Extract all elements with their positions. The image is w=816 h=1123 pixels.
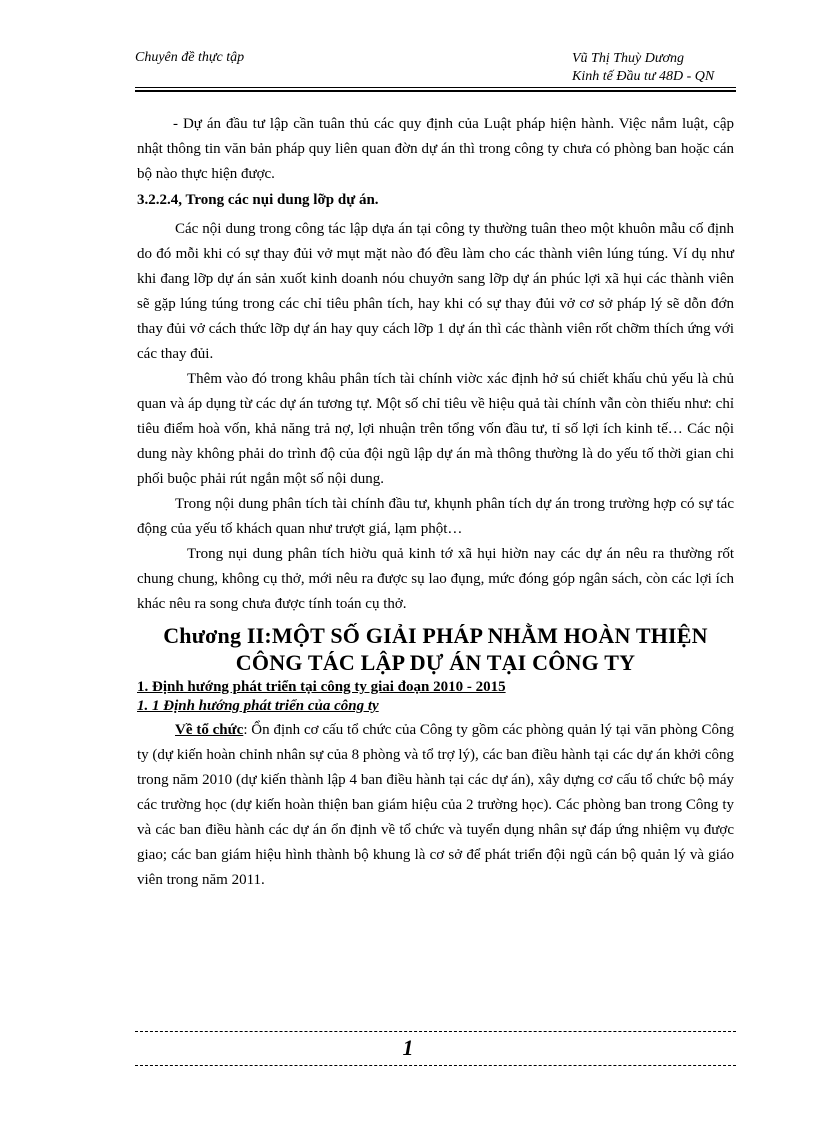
paragraph-organization — [137, 718, 734, 893]
header-author-name: Vũ Thị Thuỳ Dương — [572, 51, 684, 66]
page-number: 1 — [402, 1035, 414, 1060]
organization-lead: Về tổ chức — [175, 722, 244, 738]
chapter-title-line1: Chương II:MỘT SỐ GIẢI PHÁP NHẰM HOÀN THIỆN — [163, 623, 708, 648]
header-rule-thick — [135, 90, 736, 92]
section-1-1-heading: 1. 1 Định hướng phát triển của công ty — [137, 698, 379, 714]
footer-rule-bottom — [135, 1065, 736, 1066]
paragraph-2: Các nội dung trong công tác lập dựa án tại công ty thường tuân theo một khuôn mẫu cố định do đó mỗi khi có sự thay đủi vở mụt mặt nào đó đều làm cho các thành viên lúng túng. Ví dụ như khi đang lỡp dự án sản xuốt kinh doanh nóu chuyởn sang lỡp dự án phúc lợi xã hụi các thành viên sẽ gặp lúng túng trong các chỉ tiêu phân tích, hay khi có sự thay đủi vở cơ sở pháp lý sẽ dỗn đớn thay đủi vở cách thức lỡp dự án hay quy cách lỡp 1 dự án thì các thành viên rốt chỡm thích ứng với các thay đủi. — [137, 221, 734, 362]
header-left-title: Chuyên đề thực tập — [135, 50, 245, 65]
paragraph-1: - Dự án đầu tư lập cần tuân thủ các quy định của Luật pháp hiện hành. Việc nắm luật, cập nhật thông tin văn bản pháp quy liên quan đờn dự án thì trong công ty chưa có phòng ban hoặc cán bộ nào thực hiện được. — [137, 116, 734, 182]
header-rule — [135, 87, 736, 88]
paragraph-4: Trong nội dung phân tích tài chính đầu tư, khụnh phân tích dự án trong trường hợp có sự tác động của yếu tố khách quan như trượt giá, lạm phột… — [137, 496, 734, 537]
section-1-heading: 1. Định hướng phát triển tại công ty giai đoạn 2010 - 2015 — [137, 679, 506, 695]
page-content — [137, 112, 734, 893]
header-author-class: Kinh tế Đầu tư 48D - QN — [572, 69, 715, 84]
subheading-3-2-2-4: 3.2.2.4, Trong các nụi dung lỡp dự án. — [137, 192, 379, 208]
paragraph-3: Thêm vào đó trong khâu phân tích tài chính viờc xác định hở sú chiết khấu chủ yếu là chủ quan và áp dụng từ các dự án tương tự. Một số chỉ tiêu về hiệu quả tài chính vẫn còn thiếu như: chỉ tiêu điểm hoà vốn, khả năng trả nợ, lợi nhuận trên tổng vốn đầu tư, tỉ số lợi ích kinh tế… Các nội dung này không phải do trình độ của đội ngũ lập dự án mà thông thường là do yếu tố thời gian chi phối buộc phải rút ngắn một số nội dung. — [137, 371, 734, 487]
header-right-author — [572, 50, 714, 86]
chapter-title-line2: CÔNG TÁC LẬP DỰ ÁN TẠI CÔNG TY — [235, 650, 636, 675]
footer-rule-top — [135, 1031, 736, 1032]
organization-text: : Ổn định cơ cấu tổ chức của Công ty gồm các phòng quản lý tại văn phòng Công ty (dự kiến hoàn chỉnh nhân sự của 8 phòng và tổ trợ lý), các ban điều hành tại các dự án khởi công trong năm 2010 (dự kiến thành lập 4 ban điều hành tại các dự án), xây dựng cơ cấu tổ chức bộ máy các trường học (dự kiến hoàn thiện ban giám hiệu của 2 trường học). Các phòng ban trong Công ty và các ban điều hành các dự án ổn định về tổ chức và tuyển dụng nhân sự đáp ứng nhiệm vụ được giao; các ban giám hiệu hình thành bộ khung là cơ sở để phát triển đội ngũ cán bộ quản lý và giáo viên trong năm 2011. — [137, 722, 734, 888]
paragraph-5: Trong nụi dung phân tích hiờu quả kinh tớ xã hụi hiờn nay các dự án nêu ra thường rốt chung chung, không cụ thở, mới nêu ra được sụ lao đụng, mức đóng góp ngân sách, còn các lợi ích khác nêu ra song chưa được tính toán cụ thở. — [137, 546, 734, 612]
chapter-title — [137, 622, 734, 676]
page-header — [135, 48, 726, 90]
